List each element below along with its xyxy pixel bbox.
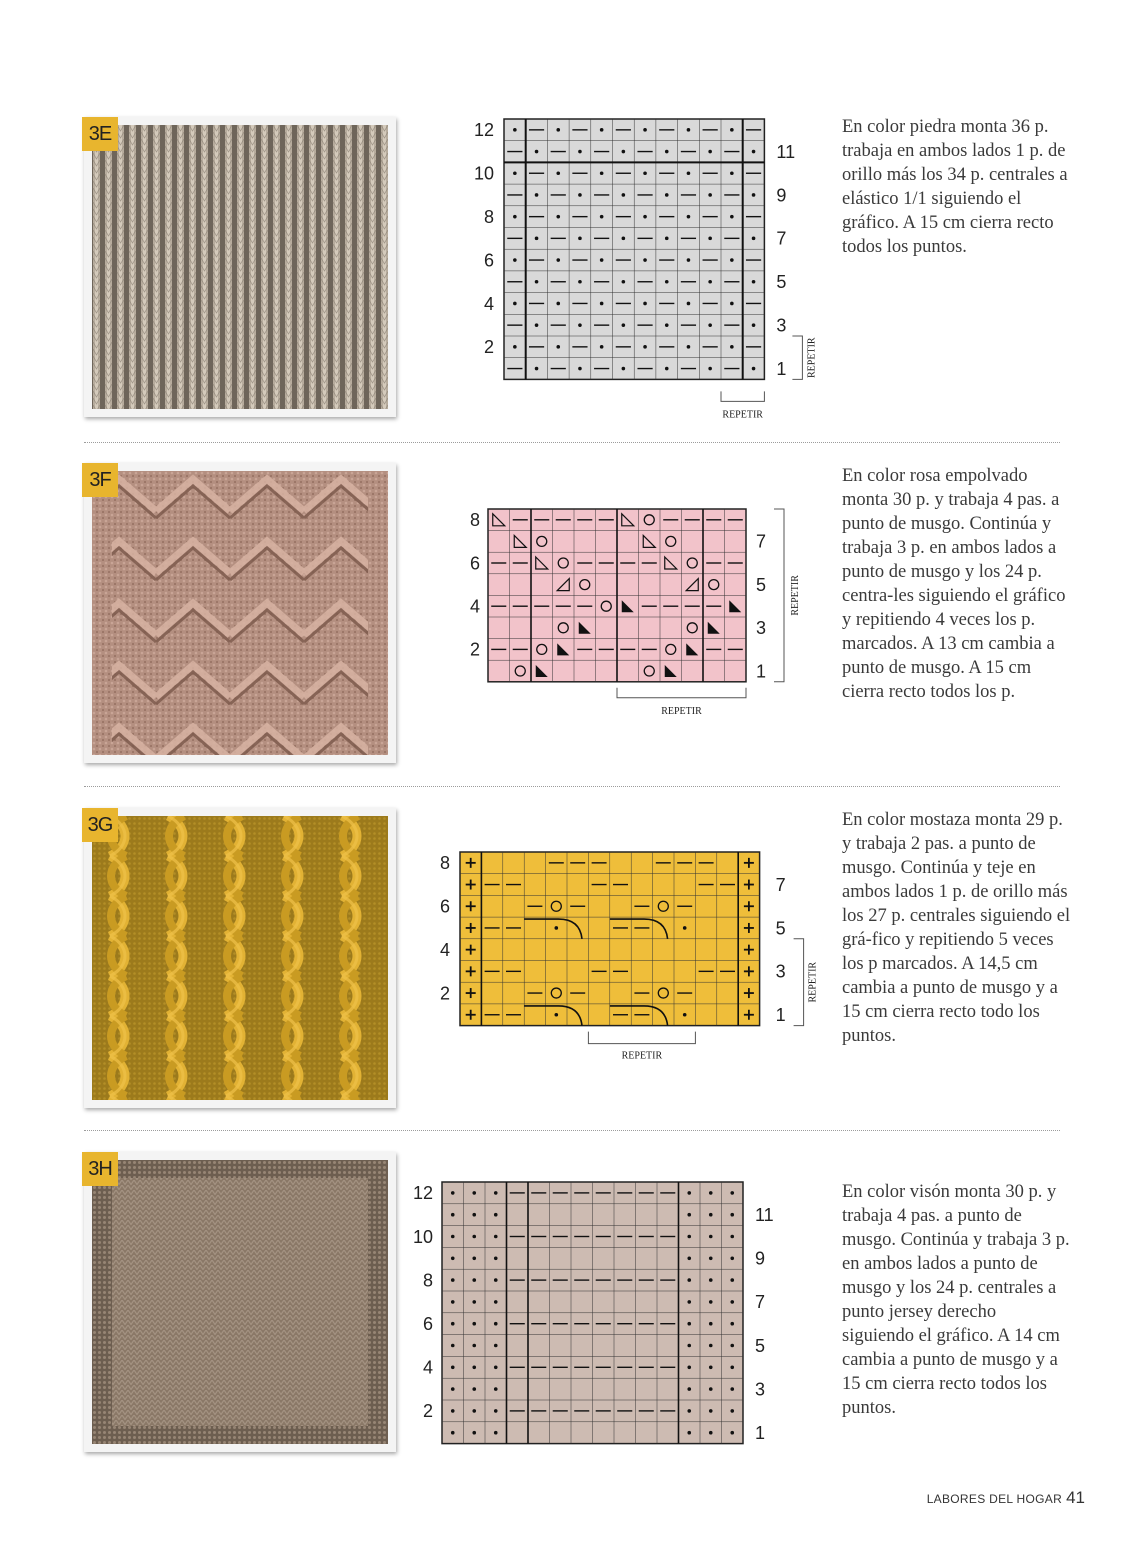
purl-symbol bbox=[683, 926, 687, 930]
purl-symbol bbox=[600, 215, 604, 219]
repeat-label: REPETIR bbox=[661, 705, 702, 717]
divider bbox=[84, 442, 1060, 443]
swatch-photo-3e bbox=[84, 117, 396, 417]
repeat-bracket bbox=[792, 336, 802, 379]
purl-symbol bbox=[451, 1213, 455, 1217]
purl-symbol bbox=[622, 193, 626, 197]
purl-symbol bbox=[687, 1366, 691, 1370]
swatch-photo-3g bbox=[84, 808, 396, 1108]
purl-symbol bbox=[556, 215, 560, 219]
purl-symbol bbox=[643, 128, 647, 132]
purl-symbol bbox=[494, 1409, 498, 1413]
row-number: 2 bbox=[422, 1401, 433, 1422]
purl-symbol bbox=[665, 367, 669, 371]
chart-3e bbox=[460, 115, 840, 425]
purl-symbol bbox=[494, 1387, 498, 1391]
purl-symbol bbox=[687, 1235, 691, 1239]
purl-symbol bbox=[752, 150, 756, 154]
purl-symbol bbox=[730, 258, 734, 262]
row-number: 10 bbox=[412, 1226, 433, 1247]
purl-symbol bbox=[622, 323, 626, 327]
row-number: 2 bbox=[469, 639, 480, 660]
purl-symbol bbox=[709, 1257, 713, 1261]
purl-symbol bbox=[752, 367, 756, 371]
purl-symbol bbox=[622, 367, 626, 371]
swatch-photo-3h bbox=[84, 1152, 396, 1452]
description-3g: En color mostaza monta 29 p. y trabaja 2 pas. a punto de musgo. Continúa y teje en ambos lados 1 p. de orillo más los 27 p. centrales siguiendo el grá-fico y repitiendo 5 veces los p marcados. A 14,5 cm cambia a punto de musgo y a 15 cm cierra recto todo los puntos. bbox=[842, 810, 1071, 1046]
description-3f: En color rosa empolvado monta 30 p. y trabaja 4 pas. a punto de musgo. Continúa y trabaja 3 p. en ambos lados a punto de musgo y los 24 p. centra-les siguiendo el gráfico y repitiendo 4 veces los p. marcados. A 13 cm cambia a punto de musgo. A 15 cm cierra recto todos los p. bbox=[842, 466, 1066, 702]
description-3h: En color visón monta 30 p. y trabaja 4 pas. a punto de musgo. Continúa y trabaja 3 p. en ambos lados a punto de musgo y los 24 p. centrales a punto jersey derecho siguiendo el gráfico. A 14 cm cambia a punto de musgo y a 15 cm cierra recto todos los puntos. bbox=[842, 1182, 1070, 1418]
purl-symbol bbox=[687, 258, 691, 262]
purl-symbol bbox=[535, 150, 539, 154]
purl-symbol bbox=[709, 1344, 713, 1348]
purl-symbol bbox=[709, 1278, 713, 1282]
repeat-label: REPETIR bbox=[722, 409, 763, 421]
magazine-name: LABORES DEL HOGAR bbox=[926, 1492, 1063, 1506]
purl-symbol bbox=[687, 171, 691, 175]
repeat-label: REPETIR bbox=[806, 337, 818, 378]
chart-3g bbox=[430, 848, 840, 1068]
purl-symbol bbox=[513, 258, 517, 262]
purl-symbol bbox=[709, 1235, 713, 1239]
row-number: 2 bbox=[483, 337, 494, 358]
purl-symbol bbox=[494, 1235, 498, 1239]
swatch-label: 3E bbox=[82, 117, 118, 151]
purl-symbol bbox=[494, 1191, 498, 1195]
purl-symbol bbox=[494, 1344, 498, 1348]
row-number: 8 bbox=[422, 1270, 433, 1291]
repeat-bracket bbox=[588, 1032, 695, 1044]
purl-symbol bbox=[687, 215, 691, 219]
row-number: 5 bbox=[755, 1335, 766, 1356]
purl-symbol bbox=[665, 280, 669, 284]
row-number: 11 bbox=[755, 1205, 774, 1225]
row-number: 3 bbox=[775, 961, 786, 982]
purl-symbol bbox=[472, 1278, 476, 1282]
purl-symbol bbox=[687, 1300, 691, 1304]
purl-symbol bbox=[687, 128, 691, 132]
purl-symbol bbox=[709, 1322, 713, 1326]
row-number: 7 bbox=[755, 1292, 766, 1313]
purl-symbol bbox=[730, 1431, 734, 1435]
repeat-bracket bbox=[794, 939, 804, 1026]
purl-symbol bbox=[513, 171, 517, 175]
purl-symbol bbox=[472, 1431, 476, 1435]
row-number: 4 bbox=[469, 596, 480, 617]
row-number: 5 bbox=[756, 574, 767, 595]
purl-symbol bbox=[752, 280, 756, 284]
row-number: 5 bbox=[776, 272, 787, 293]
purl-symbol bbox=[687, 1409, 691, 1413]
purl-symbol bbox=[730, 1278, 734, 1282]
purl-symbol bbox=[687, 1344, 691, 1348]
purl-symbol bbox=[472, 1322, 476, 1326]
purl-symbol bbox=[451, 1409, 455, 1413]
swatch-photo-3f bbox=[84, 463, 396, 763]
row-number: 12 bbox=[412, 1183, 433, 1204]
purl-symbol bbox=[643, 258, 647, 262]
divider bbox=[84, 786, 1060, 787]
purl-symbol bbox=[578, 237, 582, 241]
purl-symbol bbox=[752, 237, 756, 241]
purl-symbol bbox=[578, 367, 582, 371]
purl-symbol bbox=[622, 150, 626, 154]
purl-symbol bbox=[472, 1409, 476, 1413]
purl-symbol bbox=[555, 1013, 559, 1017]
repeat-bracket bbox=[774, 509, 784, 682]
swatch-label: 3F bbox=[82, 463, 118, 497]
purl-symbol bbox=[451, 1300, 455, 1304]
purl-symbol bbox=[687, 1278, 691, 1282]
purl-symbol bbox=[472, 1344, 476, 1348]
divider bbox=[84, 1130, 1060, 1131]
purl-symbol bbox=[535, 323, 539, 327]
purl-symbol bbox=[494, 1278, 498, 1282]
row-number: 4 bbox=[483, 293, 494, 314]
purl-symbol bbox=[451, 1366, 455, 1370]
row-number: 2 bbox=[439, 983, 450, 1004]
purl-symbol bbox=[730, 345, 734, 349]
swatch-label: 3G bbox=[82, 808, 118, 842]
purl-symbol bbox=[687, 345, 691, 349]
purl-symbol bbox=[730, 302, 734, 306]
purl-symbol bbox=[556, 258, 560, 262]
chart-3f bbox=[460, 505, 840, 725]
purl-symbol bbox=[451, 1257, 455, 1261]
purl-symbol bbox=[730, 1322, 734, 1326]
purl-symbol bbox=[472, 1366, 476, 1370]
purl-symbol bbox=[494, 1213, 498, 1217]
purl-symbol bbox=[709, 1213, 713, 1217]
row-number: 6 bbox=[422, 1314, 433, 1334]
purl-symbol bbox=[708, 367, 712, 371]
purl-symbol bbox=[665, 237, 669, 241]
row-number: 3 bbox=[755, 1379, 766, 1400]
purl-symbol bbox=[578, 193, 582, 197]
purl-symbol bbox=[730, 1213, 734, 1217]
row-number: 9 bbox=[755, 1248, 766, 1269]
purl-symbol bbox=[643, 171, 647, 175]
purl-symbol bbox=[687, 1257, 691, 1261]
purl-symbol bbox=[535, 193, 539, 197]
purl-symbol bbox=[730, 171, 734, 175]
purl-symbol bbox=[709, 1366, 713, 1370]
purl-symbol bbox=[556, 302, 560, 306]
purl-symbol bbox=[451, 1235, 455, 1239]
purl-symbol bbox=[665, 150, 669, 154]
purl-symbol bbox=[578, 150, 582, 154]
row-number: 12 bbox=[473, 120, 494, 141]
row-number: 3 bbox=[756, 618, 767, 639]
purl-symbol bbox=[555, 926, 559, 930]
purl-symbol bbox=[451, 1191, 455, 1195]
row-number: 7 bbox=[776, 228, 787, 249]
purl-symbol bbox=[730, 1300, 734, 1304]
purl-symbol bbox=[513, 128, 517, 132]
purl-symbol bbox=[622, 280, 626, 284]
purl-symbol bbox=[708, 193, 712, 197]
purl-symbol bbox=[556, 171, 560, 175]
purl-symbol bbox=[708, 323, 712, 327]
repeat-label: REPETIR bbox=[621, 1050, 663, 1062]
row-number: 1 bbox=[775, 1005, 786, 1026]
purl-symbol bbox=[730, 215, 734, 219]
purl-symbol bbox=[451, 1344, 455, 1348]
row-number: 7 bbox=[775, 874, 786, 895]
purl-symbol bbox=[730, 1366, 734, 1370]
purl-symbol bbox=[578, 280, 582, 284]
purl-symbol bbox=[730, 1257, 734, 1261]
purl-symbol bbox=[708, 150, 712, 154]
row-number: 11 bbox=[776, 141, 796, 162]
chart-3h bbox=[400, 1178, 800, 1453]
purl-symbol bbox=[451, 1278, 455, 1282]
purl-symbol bbox=[730, 1344, 734, 1348]
row-number: 4 bbox=[422, 1357, 433, 1378]
purl-symbol bbox=[708, 237, 712, 241]
row-number: 6 bbox=[469, 553, 480, 574]
purl-symbol bbox=[708, 280, 712, 284]
row-number: 6 bbox=[483, 250, 494, 271]
purl-symbol bbox=[683, 1013, 687, 1017]
repeat-bracket bbox=[617, 688, 746, 698]
row-number: 1 bbox=[776, 358, 787, 379]
purl-symbol bbox=[622, 237, 626, 241]
row-number: 5 bbox=[775, 918, 786, 939]
purl-symbol bbox=[752, 193, 756, 197]
purl-symbol bbox=[472, 1300, 476, 1304]
purl-symbol bbox=[472, 1213, 476, 1217]
purl-symbol bbox=[513, 302, 517, 306]
page-number: 41 bbox=[1066, 1488, 1085, 1507]
page-footer bbox=[927, 1488, 1085, 1508]
purl-symbol bbox=[687, 1213, 691, 1217]
purl-symbol bbox=[709, 1431, 713, 1435]
purl-symbol bbox=[451, 1322, 455, 1326]
row-number: 6 bbox=[439, 896, 450, 917]
purl-symbol bbox=[535, 237, 539, 241]
purl-symbol bbox=[687, 1191, 691, 1195]
purl-symbol bbox=[578, 323, 582, 327]
purl-symbol bbox=[687, 302, 691, 306]
purl-symbol bbox=[472, 1235, 476, 1239]
purl-symbol bbox=[600, 345, 604, 349]
row-number: 8 bbox=[469, 510, 480, 531]
purl-symbol bbox=[451, 1431, 455, 1435]
repeat-label: REPETIR bbox=[790, 575, 801, 616]
purl-symbol bbox=[600, 171, 604, 175]
purl-symbol bbox=[513, 345, 517, 349]
purl-symbol bbox=[643, 302, 647, 306]
row-number: 8 bbox=[439, 853, 450, 874]
repeat-label: REPETIR bbox=[807, 961, 819, 1003]
purl-symbol bbox=[709, 1300, 713, 1304]
purl-symbol bbox=[643, 345, 647, 349]
purl-symbol bbox=[513, 215, 517, 219]
purl-symbol bbox=[730, 1191, 734, 1195]
purl-symbol bbox=[472, 1387, 476, 1391]
swatch-label: 3H bbox=[82, 1152, 118, 1186]
purl-symbol bbox=[600, 258, 604, 262]
purl-symbol bbox=[687, 1431, 691, 1435]
purl-symbol bbox=[730, 1387, 734, 1391]
purl-symbol bbox=[556, 345, 560, 349]
purl-symbol bbox=[451, 1387, 455, 1391]
purl-symbol bbox=[556, 128, 560, 132]
description-3e: En color piedra monta 36 p. trabaja en ambos lados 1 p. de orillo más los 34 p. centrales a elástico 1/1 siguiendo el gráfico. A 15 cm cierra recto todos los puntos. bbox=[842, 117, 1068, 257]
purl-symbol bbox=[730, 1409, 734, 1413]
purl-symbol bbox=[730, 1235, 734, 1239]
row-number: 7 bbox=[756, 531, 767, 552]
purl-symbol bbox=[709, 1409, 713, 1413]
row-number: 1 bbox=[756, 661, 767, 682]
purl-symbol bbox=[643, 215, 647, 219]
purl-symbol bbox=[494, 1431, 498, 1435]
purl-symbol bbox=[709, 1387, 713, 1391]
repeat-bracket bbox=[721, 391, 764, 401]
row-number: 4 bbox=[439, 939, 450, 960]
purl-symbol bbox=[472, 1191, 476, 1195]
purl-symbol bbox=[752, 323, 756, 327]
purl-symbol bbox=[494, 1322, 498, 1326]
row-number: 10 bbox=[473, 163, 494, 184]
purl-symbol bbox=[535, 280, 539, 284]
row-number: 9 bbox=[776, 185, 787, 206]
row-number: 8 bbox=[483, 206, 494, 227]
purl-symbol bbox=[730, 128, 734, 132]
row-number: 1 bbox=[755, 1423, 766, 1443]
purl-symbol bbox=[709, 1191, 713, 1195]
purl-symbol bbox=[687, 1322, 691, 1326]
purl-symbol bbox=[535, 367, 539, 371]
purl-symbol bbox=[600, 302, 604, 306]
purl-symbol bbox=[687, 1387, 691, 1391]
purl-symbol bbox=[665, 193, 669, 197]
purl-symbol bbox=[600, 128, 604, 132]
row-number: 3 bbox=[776, 315, 787, 336]
purl-symbol bbox=[494, 1366, 498, 1370]
purl-symbol bbox=[494, 1300, 498, 1304]
purl-symbol bbox=[472, 1257, 476, 1261]
purl-symbol bbox=[665, 323, 669, 327]
purl-symbol bbox=[494, 1257, 498, 1261]
